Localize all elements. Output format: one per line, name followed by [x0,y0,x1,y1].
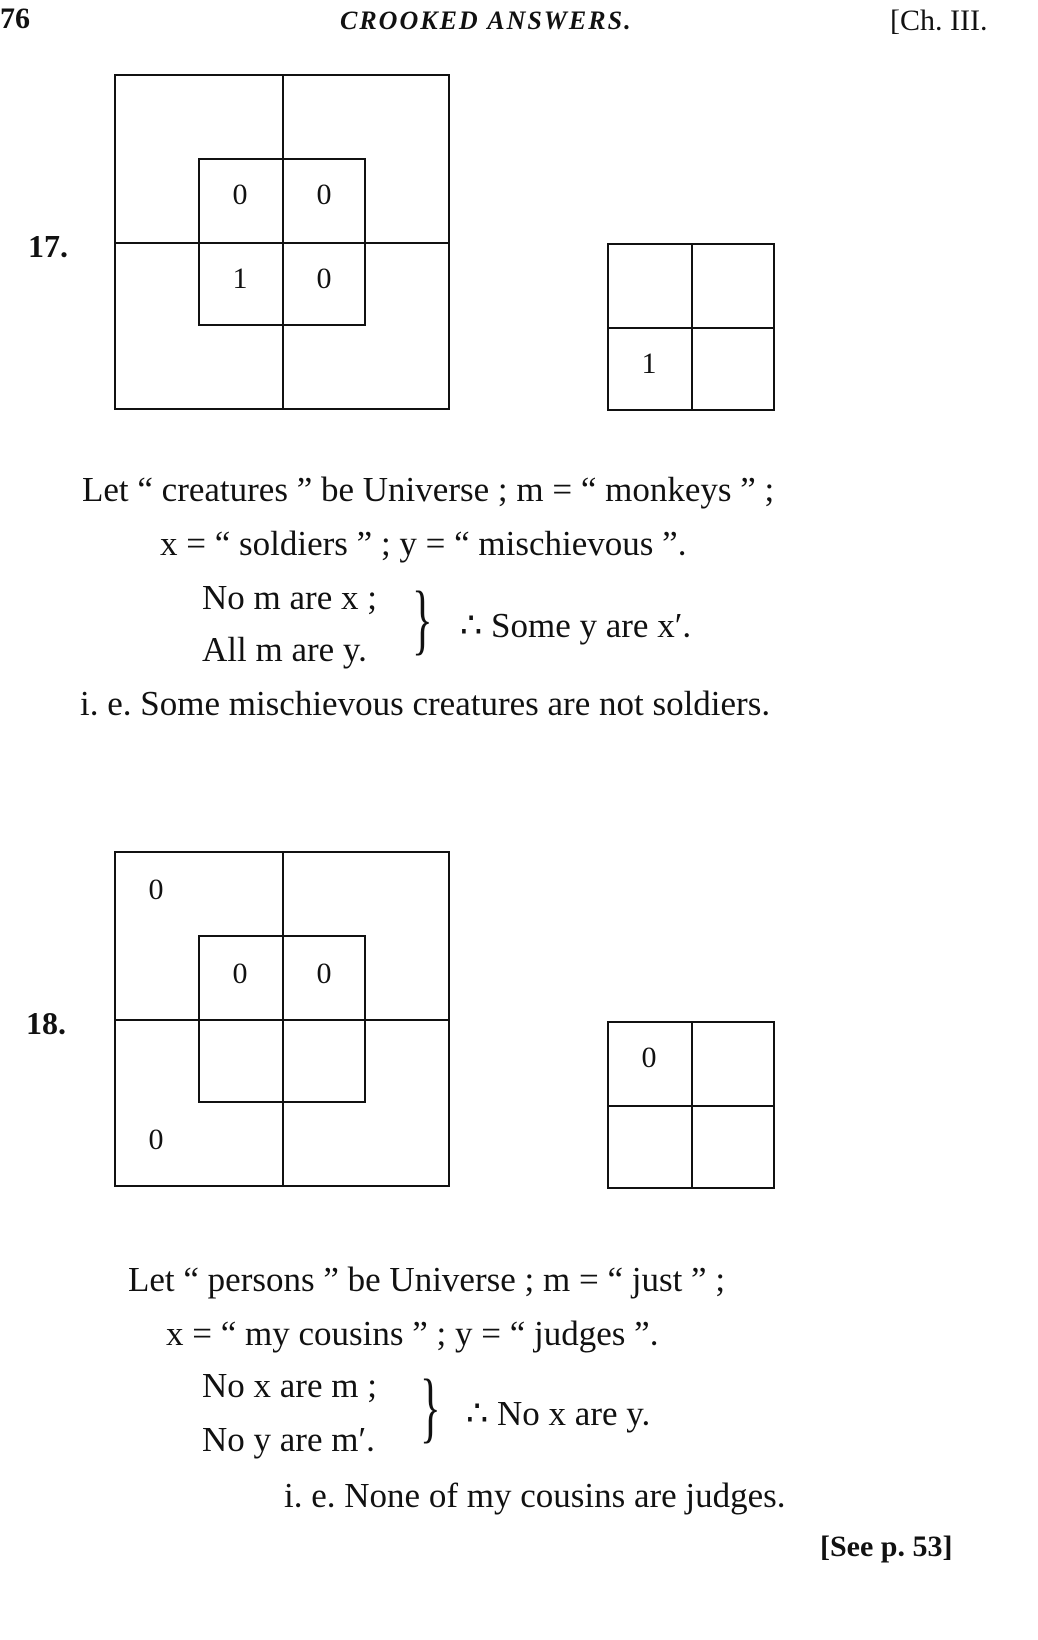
horizontal-divider [607,327,775,329]
cell-value: 1 [232,262,248,295]
conclusion-diagram-17 [607,243,775,411]
cell-value: 1 [641,347,657,380]
horizontal-divider [114,1019,450,1021]
interpretation: i. e. Some mischievous creatures are not soldiers. [80,684,771,723]
running-title: CROOKED ANSWERS. [340,6,633,35]
cell-value: 0 [316,262,332,295]
page-number: 76 [0,2,30,35]
see-page-reference: [See p. 53] [820,1530,953,1563]
text-line: Let “ persons ” be Universe ; m = “ just ” ; [128,1260,726,1299]
biliteral-diagram-17 [114,74,450,410]
chapter-reference: [Ch. III. [890,4,988,37]
cell-value: 0 [641,1041,657,1074]
cell-value: 0 [316,178,332,211]
brace-symbol: } [412,575,433,662]
cell-value: 0 [232,178,248,211]
cell-value: 0 [148,873,164,906]
premise: No m are x ; [202,578,377,617]
text-line: x = “ soldiers ” ; y = “ mischievous ”. [160,524,687,563]
horizontal-divider [114,242,450,244]
premise: No y are m′. [202,1420,375,1459]
conclusion-diagram-18 [607,1021,775,1189]
brace-symbol: } [420,1363,441,1450]
premise: No x are m ; [202,1366,377,1405]
text-line: Let “ creatures ” be Universe ; m = “ monkeys ” ; [82,470,775,509]
horizontal-divider [607,1105,775,1107]
premise: All m are y. [202,630,367,669]
problem-number-18: 18. [26,1005,66,1041]
conclusion: ∴ No x are y. [466,1394,651,1433]
text-line: x = “ my cousins ” ; y = “ judges ”. [166,1314,659,1353]
biliteral-diagram-18 [114,851,450,1187]
cell-value: 0 [148,1123,164,1156]
interpretation: i. e. None of my cousins are judges. [284,1476,786,1515]
conclusion: ∴ Some y are x′. [460,606,692,645]
cell-value: 0 [232,957,248,990]
cell-value: 0 [316,957,332,990]
problem-number-17: 17. [28,228,68,264]
